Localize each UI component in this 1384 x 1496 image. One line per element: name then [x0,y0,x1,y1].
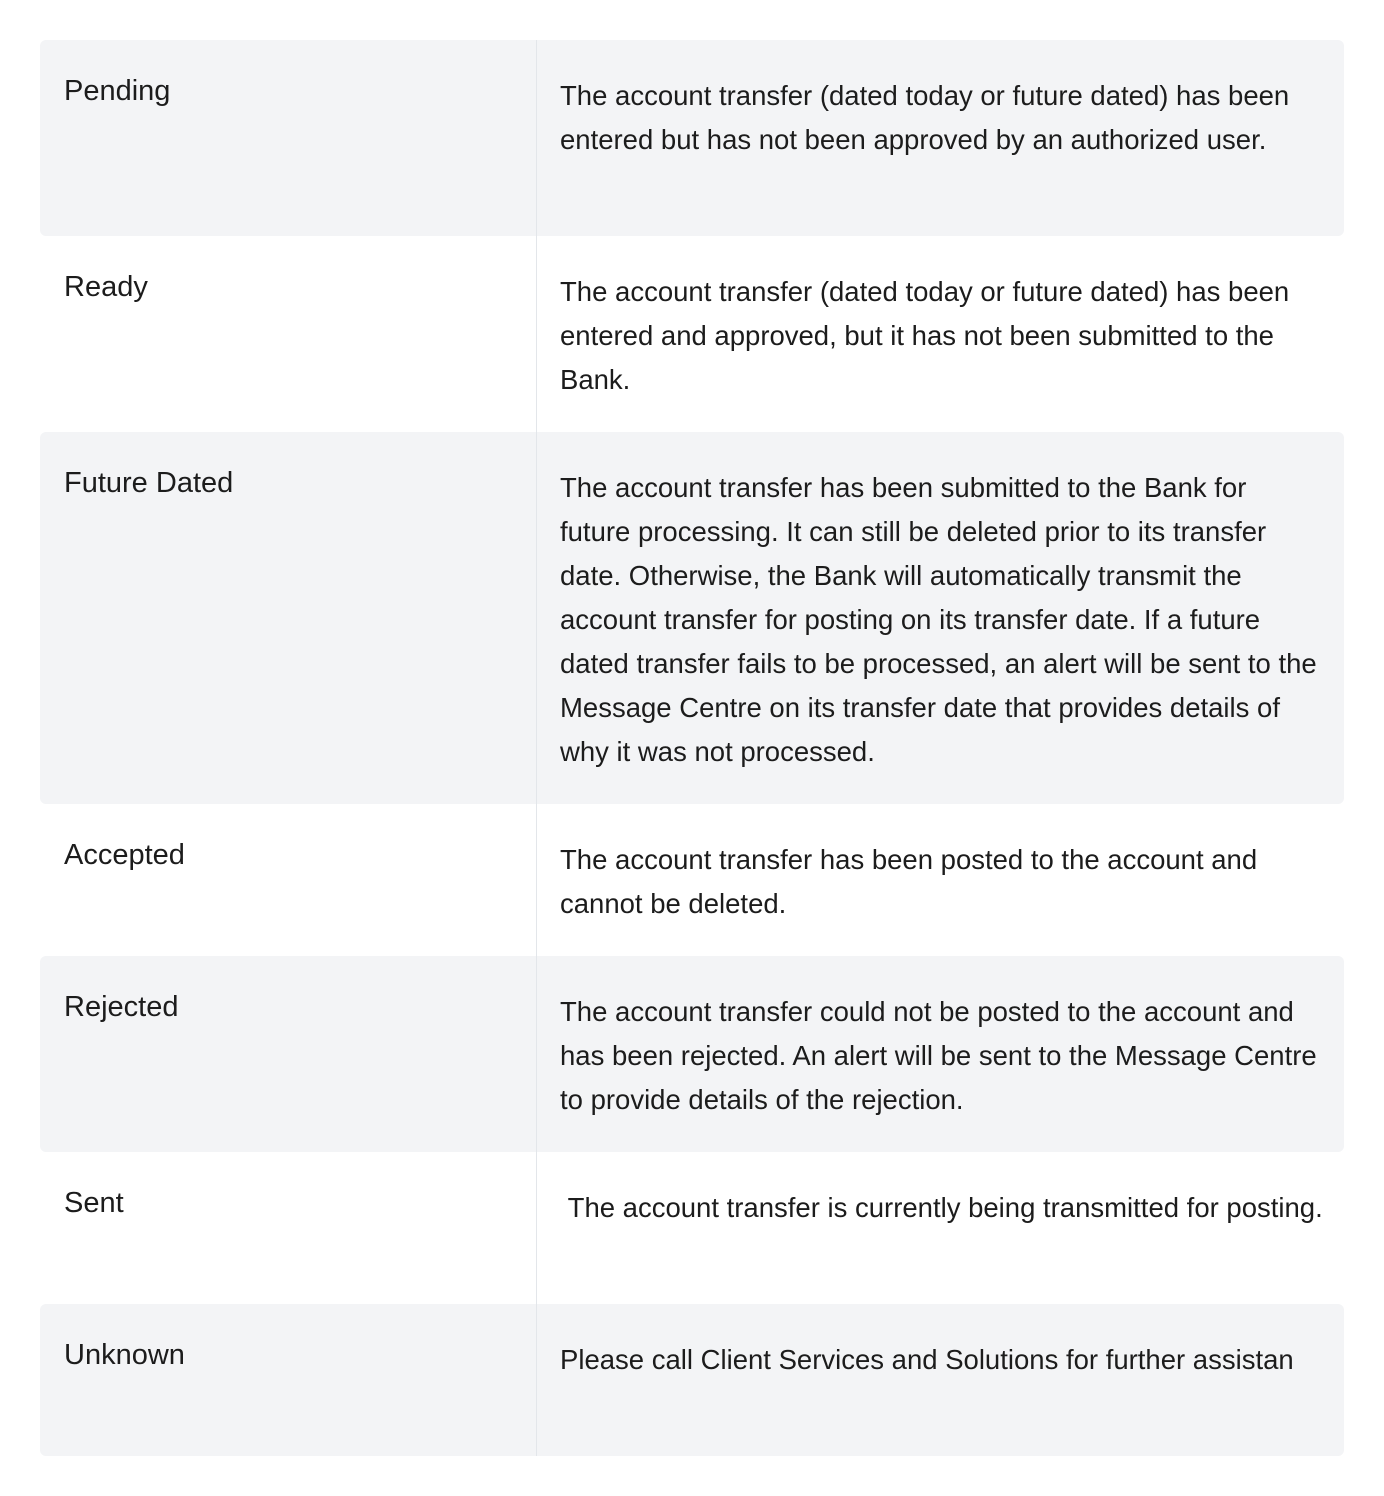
status-name: Accepted [40,804,537,956]
status-name: Rejected [40,956,537,1152]
table-row [40,236,1344,432]
status-name: Sent [40,1152,537,1304]
table-row [40,804,1344,956]
table-row [40,1152,1344,1304]
table-row [40,956,1344,1152]
status-name: Unknown [40,1304,537,1456]
status-name: Ready [40,236,537,432]
status-description: The account transfer could not be posted to the account and has been rejected. An alert will be sent to the Message Centre to provide details of the rejection. [560,996,1325,1115]
status-description: The account transfer has been posted to the account and cannot be deleted. [560,844,1265,919]
status-description: The account transfer (dated today or future dated) has been entered and approved, but it has not been submitted to the Bank. [560,276,1297,395]
status-description: The account transfer is currently being transmitted for posting. [560,1192,1323,1223]
table-row [40,40,1344,236]
status-name: Pending [40,40,537,236]
status-name: Future Dated [40,432,537,804]
status-description: The account transfer (dated today or future dated) has been entered but has not been approved by an authorized user. [560,80,1297,155]
status-description: Please call Client Services and Solutions for further assistan [560,1344,1294,1375]
table-row [40,432,1344,804]
status-description: The account transfer has been submitted to the Bank for future processing. It can still be deleted prior to its transfer date. Otherwise, the Bank will automatically transmit the account transfer for posting on its transfer date. If a future dated transfer fails to be processed, an alert will be sent to the Message Centre on its transfer date that provides details of why it was not processed. [560,472,1325,767]
status-table [40,40,1344,1456]
table-row [40,1304,1344,1456]
